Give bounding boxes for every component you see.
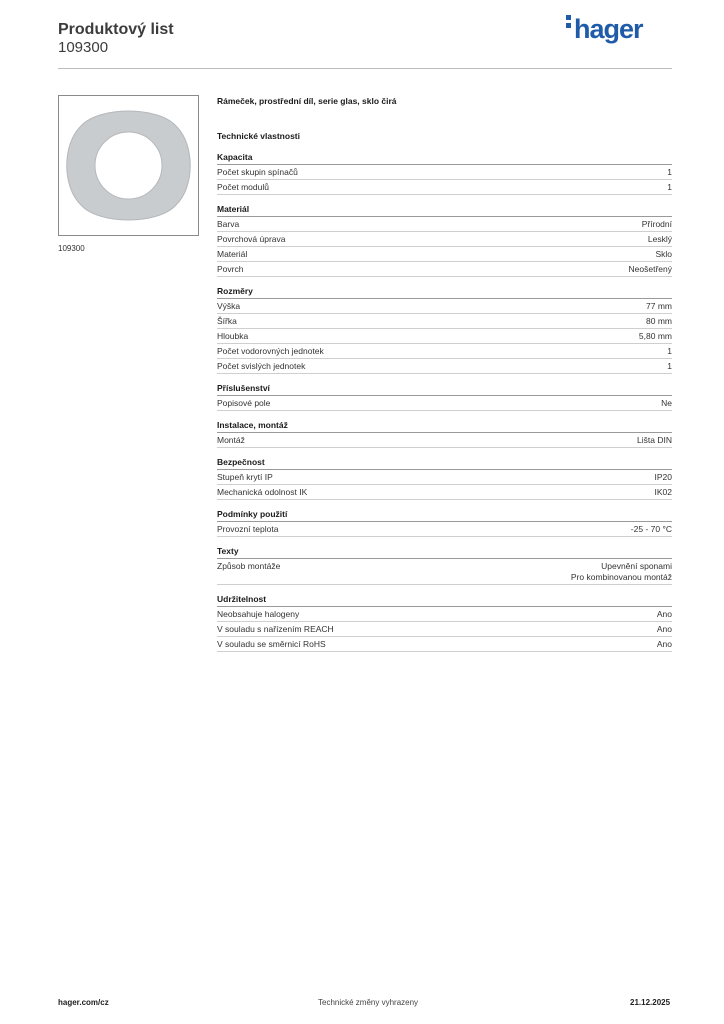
spec-value — [655, 487, 673, 498]
section-title: Materiál — [217, 203, 672, 217]
spec-section — [217, 593, 672, 652]
spec-value-line: 1 — [667, 167, 672, 177]
spec-value-line: Ne — [661, 398, 672, 408]
spec-section — [217, 382, 672, 411]
spec-value-line: -25 - 70 °C — [630, 524, 672, 534]
spec-label: Popisové pole — [217, 398, 271, 408]
hager-logo — [566, 14, 643, 45]
spec-value — [648, 234, 672, 245]
spec-label: Počet svislých jednotek — [217, 361, 306, 371]
spec-value-line: Ano — [656, 639, 672, 649]
spec-row — [217, 622, 672, 637]
spec-label: Počet modulů — [217, 182, 269, 192]
spec-value-line: 1 — [667, 182, 672, 192]
spec-row — [217, 165, 672, 180]
spec-label: Způsob montáže — [217, 561, 281, 571]
spec-section — [217, 285, 672, 374]
spec-value — [657, 639, 672, 650]
section-title: Texty — [217, 545, 672, 559]
spec-value-line: 1 — [667, 361, 672, 371]
spec-label: Povrch — [217, 264, 244, 274]
spec-value — [646, 316, 672, 327]
section-title: Rozměry — [217, 285, 672, 299]
spec-row — [217, 344, 672, 359]
spec-value — [571, 561, 672, 583]
header-divider — [58, 68, 672, 69]
product-image — [58, 95, 199, 236]
spec-value-line: Sklo — [655, 249, 672, 259]
spec-row — [217, 232, 672, 247]
spec-label: Povrchová úprava — [217, 234, 286, 244]
spec-row — [217, 485, 672, 500]
spec-label: V souladu s nařízením REACH — [217, 624, 334, 634]
spec-label: Barva — [217, 219, 240, 229]
spec-value — [629, 264, 672, 275]
product-title: Rámeček, prostřední díl, serie glas, sklo čirá — [217, 96, 397, 106]
spec-value-line: Pro kombinovanou montáž — [570, 572, 672, 582]
spec-label: Výška — [217, 301, 241, 311]
spec-value — [667, 361, 672, 372]
glass-frame-icon — [59, 96, 198, 235]
spec-row — [217, 180, 672, 195]
spec-row — [217, 329, 672, 344]
spec-value — [657, 624, 672, 635]
spec-label: Počet vodorovných jednotek — [217, 346, 324, 356]
spec-label: Materiál — [217, 249, 248, 259]
spec-row — [217, 314, 672, 329]
spec-label: Počet skupin spínačů — [217, 167, 298, 177]
footer-date: 21.12.2025 — [630, 998, 671, 1007]
spec-value — [657, 609, 672, 620]
spec-row — [217, 637, 672, 652]
product-details — [217, 94, 672, 652]
spec-section — [217, 419, 672, 448]
spec-value — [637, 435, 672, 446]
spec-section — [217, 203, 672, 277]
spec-value-line: IK02 — [654, 487, 672, 497]
spec-label: Stupeň krytí IP — [217, 472, 273, 482]
spec-value-line: 77 mm — [646, 301, 672, 311]
spec-value-line: Ano — [656, 609, 672, 619]
spec-value-line: 1 — [667, 346, 672, 356]
spec-row — [217, 359, 672, 374]
spec-value-line: Neošetřený — [628, 264, 672, 274]
spec-section — [217, 456, 672, 500]
spec-value — [655, 472, 673, 483]
product-code: 109300 — [58, 39, 109, 56]
footer-note: Technické změny vyhrazeny — [318, 998, 419, 1007]
section-title: Podmínky použití — [217, 508, 672, 522]
spec-value-line: Lesklý — [647, 234, 672, 244]
spec-section — [217, 508, 672, 537]
spec-value-line: Upevnění sponami — [601, 561, 672, 571]
spec-section — [217, 151, 672, 195]
footer-website: hager.com/cz — [58, 998, 109, 1007]
spec-label: Mechanická odolnost IK — [217, 487, 308, 497]
spec-value — [639, 331, 672, 342]
spec-row — [217, 559, 672, 585]
spec-row — [217, 522, 672, 537]
spec-row — [217, 299, 672, 314]
spec-label: V souladu se směrnicí RoHS — [217, 639, 326, 649]
spec-row — [217, 607, 672, 622]
spec-row — [217, 247, 672, 262]
spec-row — [217, 470, 672, 485]
spec-row — [217, 433, 672, 448]
spec-value-line: Lišta DIN — [637, 435, 672, 445]
spec-value — [646, 301, 672, 312]
logo-text: hager — [574, 14, 643, 44]
logo-dots-icon — [566, 15, 571, 31]
spec-value-line: IP20 — [654, 472, 672, 482]
section-title: Instalace, montáž — [217, 419, 672, 433]
spec-value — [642, 219, 672, 230]
spec-value — [667, 346, 672, 357]
spec-value-line: 80 mm — [646, 316, 672, 326]
image-caption: 109300 — [58, 244, 85, 253]
spec-value-line: Ano — [656, 624, 672, 634]
page-title: Produktový list — [58, 21, 174, 38]
tech-properties-heading: Technické vlastnosti — [217, 131, 300, 141]
spec-section — [217, 545, 672, 585]
section-title: Bezpečnost — [217, 456, 672, 470]
spec-row — [217, 217, 672, 232]
section-title: Příslušenství — [217, 382, 672, 396]
spec-label: Šířka — [217, 316, 237, 326]
spec-row — [217, 396, 672, 411]
spec-label: Hloubka — [217, 331, 249, 341]
spec-value — [667, 167, 672, 178]
spec-value — [661, 398, 672, 409]
spec-value — [655, 249, 672, 260]
spec-value — [667, 182, 672, 193]
section-title: Kapacita — [217, 151, 672, 165]
spec-label: Neobsahuje halogeny — [217, 609, 300, 619]
spec-sections — [217, 151, 672, 652]
spec-row — [217, 262, 672, 277]
spec-value-line: 5,80 mm — [638, 331, 672, 341]
spec-label: Provozní teplota — [217, 524, 279, 534]
spec-value — [631, 524, 672, 535]
section-title: Udržitelnost — [217, 593, 672, 607]
spec-label: Montáž — [217, 435, 245, 445]
spec-value-line: Přírodní — [641, 219, 672, 229]
